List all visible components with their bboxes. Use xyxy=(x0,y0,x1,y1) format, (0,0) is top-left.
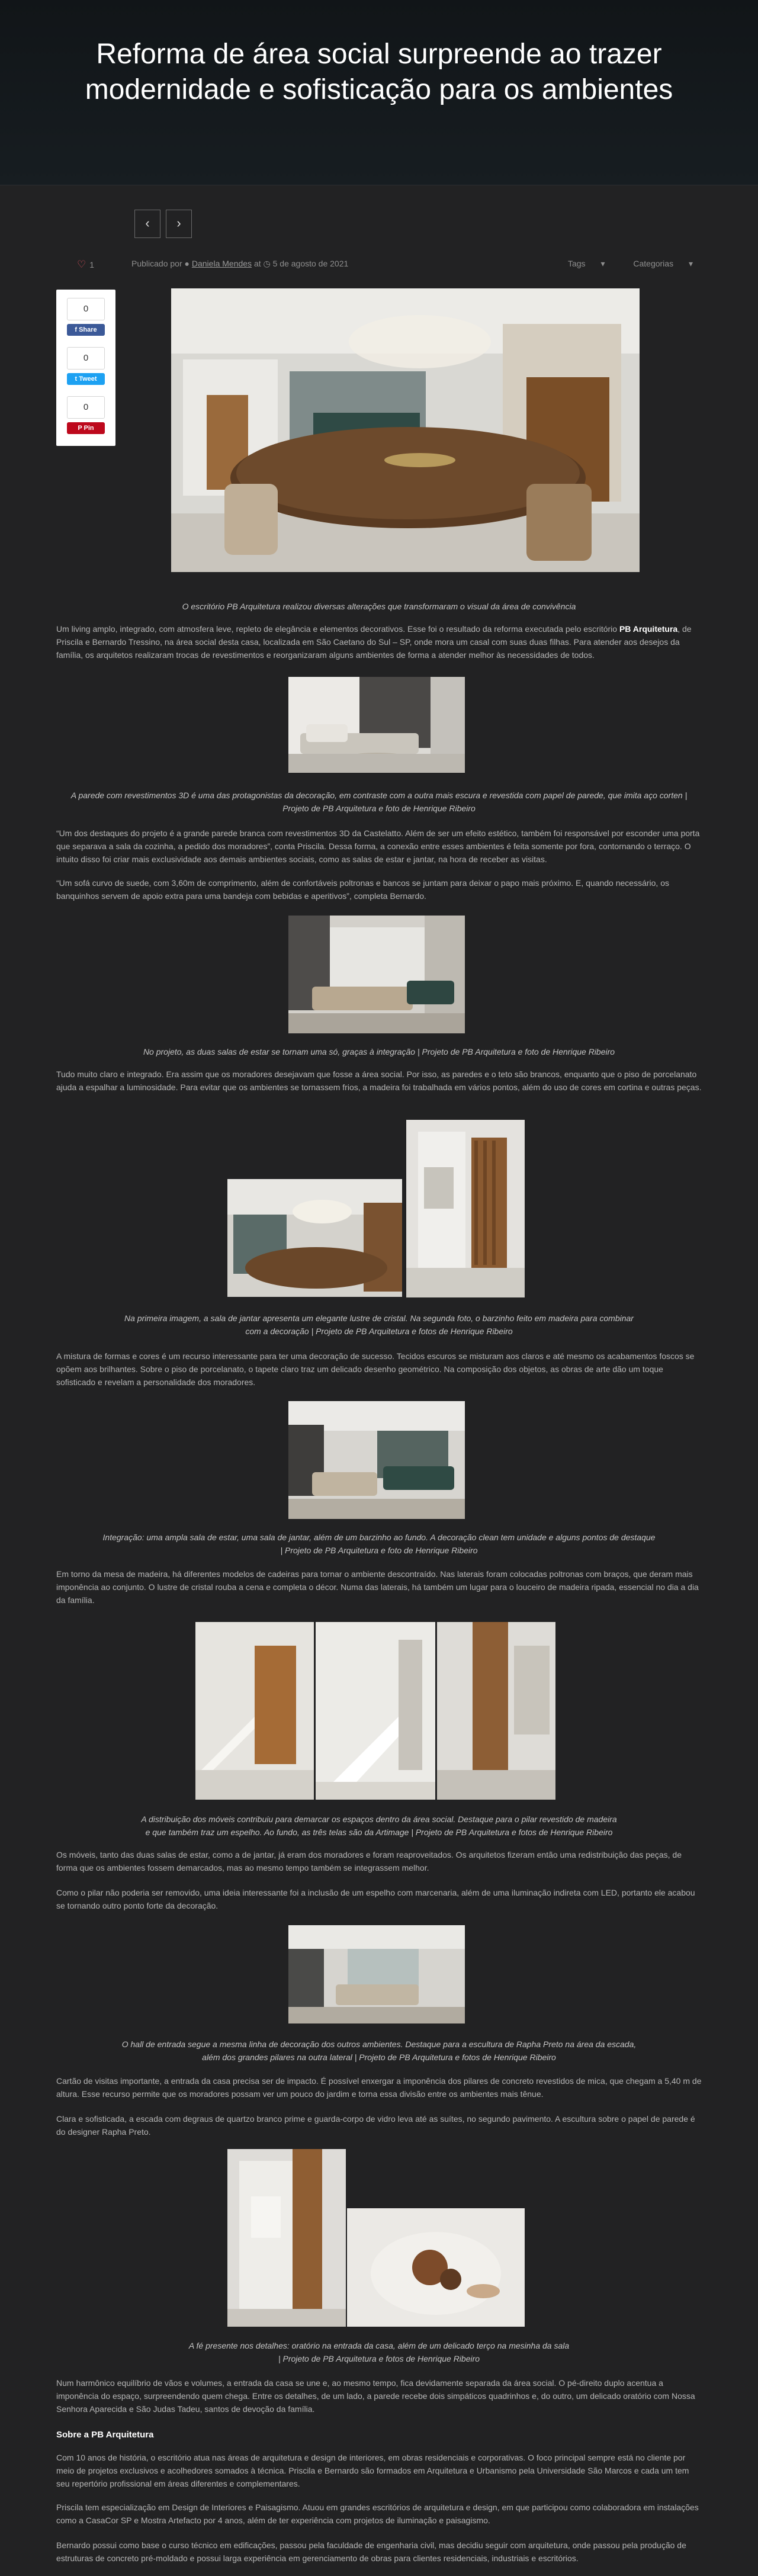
caption-entrance-hall-line-2: além dos grandes pilares na outra lateral | Projeto de PB Arquitetura e fotos de Henrique Ribeiro xyxy=(202,2053,556,2062)
tags-label: Tags xyxy=(567,259,586,268)
caption-wide-living-line-2: | Projeto de PB Arquitetura e foto de Henrique Ribeiro xyxy=(280,1546,478,1555)
facebook-share-label: Share xyxy=(79,326,97,333)
post-meta xyxy=(77,259,693,271)
caption-entrance-hall-line-1: O hall de entrada segue a mesma linha de decoração dos outros ambientes. Destaque para a escultura de Rapha Preto na área da escada, xyxy=(121,2039,637,2049)
pinterest-icon: P xyxy=(78,425,84,432)
at-text: at xyxy=(253,259,261,268)
categories-label: Categorias xyxy=(633,259,674,268)
caption-wide-living xyxy=(56,1531,702,1557)
paragraph-reused-furniture: Os móveis, tanto das duas salas de estar, como a de jantar, já eram dos moradores e foram reaproveitados. Os arquitetos fizeram então uma redistribuição das peças, de forma que os ambientes fossem demarcados, mas ao mesmo tempo também se integrassem melhor. xyxy=(56,1850,682,1872)
caption-entrance-hall xyxy=(56,2038,702,2064)
pb-arquitetura-highlight: PB Arquitetura xyxy=(619,624,678,634)
paragraph-intro xyxy=(56,622,702,661)
like-count: 1 xyxy=(89,260,95,269)
photo-dining-room xyxy=(171,288,640,572)
pinterest-share-count: 0 xyxy=(67,396,105,419)
post-date: 5 de agosto de 2021 xyxy=(272,259,349,268)
twitter-share-label: Tweet xyxy=(79,375,97,383)
taxonomy-dropdowns xyxy=(542,259,693,269)
paragraph-intro-rest: , de Priscila e Bernardo Tressino, na área social desta casa, localizada em São Caetano do Sul – SP, onde mora um casal com suas duas filhas. Para atender aos desejos da família, os arquitetos realizaram trocas de revestimentos e reorganizaram alguns ambientes de forma a atender melhor às necessidades de todos. xyxy=(56,624,692,660)
caption-wide-living-line-1: Integração: uma ampla sala de estar, uma sala de jantar, além de um barzinho ao fundo. A decoração clean tem unidade e alguns pontos de destaque xyxy=(102,1533,656,1542)
tags-dropdown[interactable] xyxy=(555,259,605,268)
hero-banner xyxy=(0,0,758,185)
twitter-share-count: 0 xyxy=(67,347,105,370)
photo-rosary xyxy=(347,2208,525,2327)
author-link[interactable]: Daniela Mendes xyxy=(191,259,252,268)
facebook-icon: f xyxy=(75,326,79,333)
paragraph-3d-wall: “Um dos destaques do projeto é a grande parede branca com revestimentos 3D da Castelatto. Além de ser um efeito estético, também foi responsável por esconder uma porta que separava a sala da cozinha, a pedido dos moradores”, conta Priscila. Dessa forma, a conexão entre esses ambientes é feita somente por fora, contornando o terraço. O intuito disso foi criar mais exclusividade aos demais ambientes sociais, como as salas de estar e jantar, na hora de receber as visitas. xyxy=(56,828,700,864)
byline xyxy=(131,259,348,269)
paragraph-intro-lead: Um living amplo, integrado, com atmosfera leve, repleto de elegância e elementos decorativos. Esse foi o resultado da reforma executada pelo escritório xyxy=(56,624,619,634)
photo-dining-chandelier xyxy=(227,1179,402,1297)
paragraph-sofa: “Um sofá curvo de suede, com 3,60m de comprimento, além de confortáveis poltronas e bancos se juntam para deixar o papo mais próximo. E, quando necessário, os banquinhos servem de apoio extra para uma bandeja com bebidas e aperitivos”, completa Bernardo. xyxy=(56,878,669,901)
photo-glass-stair xyxy=(316,1622,435,1800)
paragraph-staircase: Clara e sofisticada, a escada com degraus de quartzo branco prime e guarda-corpo de vidro leva até as suítes, no segundo pavimento. A escultura sobre o papel de parede é do designer Rapha Preto. xyxy=(56,2114,695,2137)
caption-furniture-layout-line-1: A distribuição dos móveis contribuiu para demarcar os espaços dentro da área social. Destaque para o pilar revestido de madeira xyxy=(141,1814,617,1824)
twitter-icon: t xyxy=(75,375,79,383)
photo-oratory xyxy=(227,2149,346,2327)
next-post-button[interactable]: › xyxy=(166,210,192,238)
caption-dining-and-bar xyxy=(56,1312,702,1338)
paragraph-table-chairs: Em torno da mesa de madeira, há diferentes modelos de cadeiras para tornar o ambiente descontraído. Nas laterais foram colocadas poltronas com braços, que deram mais imponência ao conjunto. O lustre de cristal rouba a cena e completa o décor. Numa das laterais, há também um lugar para o louceiro de madeira ripada, essencial no dia a dia da família. xyxy=(56,1569,699,1605)
caption-integrated-living: No projeto, as duas salas de estar se tornam uma só, graças à integração | Projeto de PB Arquitetura e foto de Henrique Ribeiro xyxy=(143,1047,615,1056)
pinterest-share xyxy=(67,396,105,434)
paragraph-about-bernardo: Bernardo possui como base o curso técnico em edificações, passou pela faculdade de engenharia civil, mas decidiu seguir com arquitetura, onde passou pela produção de estruturas de concreto pré-moldado e possui larga experiência em gerenciamento de obras para clientes residenciais, industriais e escritórios. xyxy=(56,2540,686,2563)
photo-wood-bar xyxy=(406,1120,525,1297)
pinterest-share-label: Pin xyxy=(83,425,94,432)
photo-entrance-hall xyxy=(288,1925,465,2023)
chevron-down-icon: ▾ xyxy=(600,259,605,268)
facebook-share-count: 0 xyxy=(67,298,105,320)
paragraph-about-priscila: Priscila tem especialização em Design de Interiores e Paisagismo. Atuou em grandes escritórios de arquitetura e design, em que participou como colaboradora em instalações como a CasaCor SP e Mostra Artefacto por 4 anos, além de ter experiência com projetos de iluminação e paisagismo. xyxy=(56,2503,699,2525)
photo-stair-hall xyxy=(195,1622,314,1800)
photo-integrated-living xyxy=(288,916,465,1033)
facebook-share-button[interactable] xyxy=(67,324,105,336)
caption-oratory-rosary xyxy=(56,2339,702,2365)
article-title: Reforma de área social surpreende ao trazer modernidade e sofisticação para os ambientes xyxy=(85,38,673,105)
caption-3d-wall-line-2: Projeto de PB Arquitetura e foto de Henrique Ribeiro xyxy=(282,804,476,813)
paragraph-about-history: Com 10 anos de história, o escritório atua nas áreas de arquitetura e design de interiores, em obras residenciais e corporativas. O foco principal sempre está no cliente por meio de projetos exclusivos e acolhedores somados à técnica. Priscila e Bernardo são formados em Arquitetura e Urbanismo pela Universidade São Marcos e cada um tem seu repertório profissional em áreas diferentes e complementares. xyxy=(56,2453,689,2488)
paragraph-pillar: Como o pilar não poderia ser removido, uma ideia interessante foi a inclusão de um espelho com marcenaria, além de uma iluminação indireta com LED, portanto ele acabou se tornando outro ponto forte da decoração. xyxy=(56,1888,695,1910)
caption-3d-wall xyxy=(56,789,702,815)
clock-icon: ◷ xyxy=(263,259,271,268)
photo-wide-living xyxy=(288,1401,465,1519)
share-panel xyxy=(56,290,115,446)
paragraph-mix-forms: A mistura de formas e cores é um recurso interessante para ter uma decoração de sucesso. Tecidos escuros se misturam aos claros e até mesmo os acabamentos foscos se opõem aos brilhantes. Sobre o piso de porcelanato, o tapete claro traz um delicado desenho geométrico. Na composição dos objetos, as obras de arte dão um toque sofisticado e revelam a personalidade dos moradores. xyxy=(56,1351,695,1387)
caption-dining-room: O escritório PB Arquitetura realizou diversas alterações que transformaram o visual da área de convivência xyxy=(182,602,576,611)
paragraph-harmony: Num harmônico equilíbrio de vãos e volumes, a entrada da casa se une e, ao mesmo tempo, fica devidamente separada da área social. O pé-direito duplo acentua a imponência do espaço, surpreendendo quem chega. Entre os detalhes, de um lado, a parede recebe dois simpáticos quadrinhos e, do outro, um delicado oratório com Nossa Senhora Aparecida e São Judas Tadeu, santos de devoção da família. xyxy=(56,2378,695,2414)
caption-oratory-rosary-line-1: A fé presente nos detalhes: oratório na entrada da casa, além de um delicado terço na mesinha da sala xyxy=(188,2341,570,2350)
caption-3d-wall-line-1: A parede com revestimentos 3D é uma das protagonistas da decoração, em contraste com a outra mais escura e revestida com papel de parede, que imita aço corten | xyxy=(70,791,688,800)
facebook-share xyxy=(67,298,105,336)
published-prefix: Publicado por xyxy=(131,259,182,268)
chevron-down-icon: ▾ xyxy=(688,259,693,268)
caption-dining-and-bar-line-1: Na primeira imagem, a sala de jantar apresenta um elegante lustre de cristal. Na segunda foto, o barzinho feito em madeira para combinar xyxy=(124,1313,634,1323)
photo-3d-wall-living xyxy=(288,677,465,773)
caption-dining-and-bar-line-2: com a decoração | Projeto de PB Arquitetura e fotos de Henrique Ribeiro xyxy=(245,1326,513,1336)
like-button[interactable] xyxy=(77,259,94,271)
paragraph-bright: Tudo muito claro e integrado. Era assim que os moradores desejavam que fosse a área social. Por isso, as paredes e o teto são brancos, enquanto que o piso de porcelanato ajuda a espalhar a luminosidade. Para evitar que os ambientes se tornassem frios, a madeira foi trabalhada em vários pontos, além do uso de cores em cortina e outras peças. xyxy=(56,1069,702,1092)
caption-furniture-layout-line-2: e que também traz um espelho. Ao fundo, as três telas são da Artimage | Projeto de PB Arquitetura e fotos de Henrique Ribeiro xyxy=(145,1827,613,1837)
paragraph-entrance: Cartão de visitas importante, a entrada da casa precisa ser de impacto. É possível enxergar a imponência dos pilares de concreto revestidos de mica, que chegam a 5,40 m de altura. Esse recurso permite que os moradores possam ver um pouco do jardim e torna essa divisão entre os ambientes mais tênue. xyxy=(56,2076,702,2099)
about-heading: Sobre a PB Arquitetura xyxy=(56,2430,154,2440)
caption-furniture-layout xyxy=(56,1813,702,1839)
heart-icon: ♡ xyxy=(77,259,86,270)
user-icon: ● xyxy=(184,259,190,268)
twitter-share xyxy=(67,347,105,385)
previous-post-button[interactable]: ‹ xyxy=(134,210,160,238)
pinterest-share-button[interactable] xyxy=(67,422,105,434)
categories-dropdown[interactable] xyxy=(620,259,693,268)
caption-oratory-rosary-line-2: | Projeto de PB Arquitetura e fotos de Henrique Ribeiro xyxy=(278,2354,480,2363)
twitter-share-button[interactable] xyxy=(67,373,105,385)
photo-pillar-mirror xyxy=(437,1622,555,1800)
